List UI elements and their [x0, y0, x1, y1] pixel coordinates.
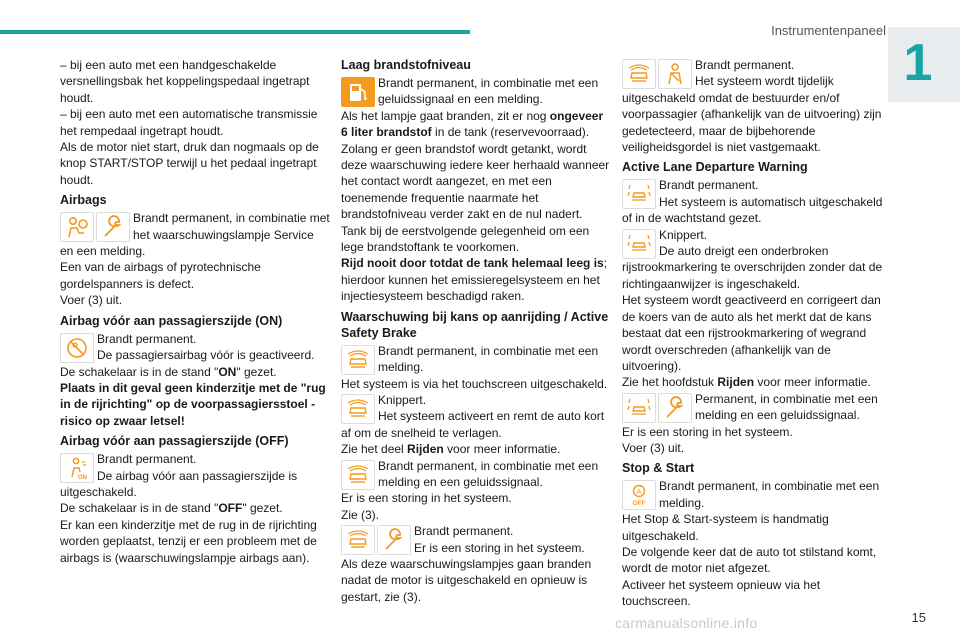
lane-entry-3 — [622, 391, 892, 424]
paragraph: Activeer het systeem opnieuw via het touchscreen. — [622, 577, 821, 609]
airbag-on-entry — [60, 331, 330, 364]
paragraph: – bij een auto met een automatische transmissie het rempedaal ingetrapt houdt. — [60, 107, 318, 138]
paragraph: Het systeem is via het touchscreen uitgeschakeld. — [341, 376, 608, 391]
column-middle — [341, 57, 611, 605]
airbags-entry — [60, 210, 330, 259]
paragraph: Een van de airbags of pyrotechnische gordelspanners is defect. — [60, 260, 261, 291]
entry-text: De auto dreigt een onderbroken rijstrookmarkering te overschrijden zonder dat de richtingaanwijzer is ingeschakeld. — [622, 244, 883, 291]
paragraph: Als het lampje gaat branden, zit er nog ongeveer 6 liter brandstof in de tank (reservevoorraad). — [341, 108, 604, 140]
heading-airbag-on: Airbag vóór aan passagierszijde (ON) — [60, 313, 283, 328]
section-title: Instrumentenpaneel — [771, 23, 886, 38]
page-number: 15 — [911, 610, 926, 625]
entry-text: Brandt permanent, in combinatie met een melding en een geluidssignaal. — [378, 458, 599, 489]
wrench-icon — [658, 393, 692, 423]
entry-text: De airbag vóór aan passagierszijde is uitgeschakeld. — [60, 468, 298, 499]
entry-text: Er is een storing in het systeem. — [414, 540, 585, 555]
heading-stop-start: Stop & Start — [622, 461, 695, 476]
paragraph: Rijd nooit door totdat de tank helemaal leeg is; hierdoor kunnen het emissieregelsysteem en het injectiesysteem beschadigd raken. — [341, 256, 608, 304]
collision-entry-2 — [341, 392, 611, 441]
entry-text: Brandt permanent. — [659, 178, 759, 193]
paragraph: Zie het deel Rijden voor meer informatie. — [341, 442, 561, 457]
paragraph: – bij een auto met een handgeschakelde versnellingsbak het koppelingspedaal ingetrapt houdt. — [60, 58, 310, 105]
entry-text: De passagiersairbag vóór is geactiveerd. — [97, 348, 315, 363]
paragraph: Het systeem wordt geactiveerd en corrigeert dan de koers van de auto als het merkt dat de kans bestaat dat een rijstrookmarkering of wegrand wordt overschreden (afhankelijk van de uitvoering). — [622, 293, 881, 373]
lane-departure-icon — [622, 393, 656, 423]
watermark: carmanualsonline.info — [615, 615, 758, 631]
fuel-entry — [341, 75, 611, 108]
lane-entry-1 — [622, 177, 892, 226]
entry-text: Knippert. — [659, 227, 708, 242]
entry-text: Brandt permanent. — [695, 58, 795, 72]
paragraph: De schakelaar is in de stand "ON" gezet. — [60, 364, 277, 379]
airbag-off-icon — [60, 453, 94, 483]
collision-warning-icon — [622, 59, 656, 89]
collision-warning-icon — [341, 394, 375, 424]
paragraph: Voer (3) uit. — [60, 293, 123, 308]
svg-text:A: A — [636, 487, 642, 497]
paragraph: Voer (3) uit. — [622, 440, 685, 455]
paragraph: Er is een storing in het systeem. — [341, 491, 512, 506]
collision-entry-3 — [341, 458, 611, 491]
entry-text: Knippert. — [378, 392, 427, 407]
entry-text: Het systeem activeert en remt de auto kort af om de snelheid te verlagen. — [341, 409, 605, 440]
entry-text: Brandt permanent. — [97, 452, 197, 467]
heading-lane: Active Lane Departure Warning — [622, 160, 808, 175]
collision-entry-4 — [341, 523, 611, 556]
entry-text: Brandt permanent, in combinatie met een melding. — [659, 479, 880, 510]
stop-start-entry — [622, 478, 892, 511]
lane-departure-icon — [622, 229, 656, 259]
paragraph: Zie het hoofdstuk Rijden voor meer informatie. — [622, 375, 871, 390]
paragraph: De volgende keer dat de auto tot stilstand komt, wordt de motor niet afgezet. — [622, 544, 877, 576]
fuel-pump-icon — [341, 77, 375, 107]
chapter-tab — [888, 27, 960, 102]
stop-start-off-icon — [622, 480, 656, 510]
svg-text:OFF: OFF — [632, 500, 646, 508]
wrench-icon — [377, 525, 411, 555]
paragraph: Er kan een kinderzitje met de rug in de rijrichting worden geplaatst, tenzij er een probleem met de airbags is (waarschuwingslampje airbags aan). — [60, 517, 317, 565]
entry-text: Het systeem wordt tijdelijk uitgeschakeld omdat de bestuurder en/of voorpassagier (afhankelijk van de uitvoering) zijn gedetecteerd, maar de bijbehorende veiligheidsgordel is niet vastgemaakt. — [622, 74, 882, 155]
paragraph: Als deze waarschuwingslampjes gaan branden nadat de motor is uitgeschakeld en opnieuw is gestart, zie (3). — [341, 556, 592, 604]
entry-text: Het systeem is automatisch uitgeschakeld of in de wachtstand gezet. — [622, 194, 883, 226]
heading-airbag-off: Airbag vóór aan passagierszijde (OFF) — [60, 434, 289, 449]
heading-airbags: Airbags — [60, 193, 107, 208]
seatbelt-entry — [622, 57, 892, 155]
entry-text: Brandt permanent, in combinatie met een melding. — [378, 343, 599, 375]
entry-text: Brandt permanent. — [97, 331, 197, 346]
lane-departure-icon — [622, 179, 656, 209]
paragraph: De schakelaar is in de stand "OFF" gezet. — [60, 501, 283, 516]
entry-text: Brandt permanent, in combinatie met het waarschuwingslampje Service en een melding. — [60, 211, 330, 259]
heading-collision: Waarschuwing bij kans op aanrijding / Active Safety Brake — [341, 309, 609, 340]
heading-fuel: Laag brandstofniveau — [341, 58, 471, 72]
column-right — [622, 57, 892, 610]
collision-warning-icon — [341, 460, 375, 490]
collision-warning-icon — [341, 345, 375, 375]
paragraph: Zolang er geen brandstof wordt getankt, wordt deze waarschuwing iedere keer herhaald wanneer het contact wordt aangezet, en met een toenemende frequentie naarmate het brandstofniveau verder zakt en de nul nadert. — [341, 141, 610, 222]
collision-warning-icon — [341, 525, 375, 555]
paragraph: Er is een storing in het systeem. — [622, 424, 793, 439]
header-accent-bar — [0, 30, 470, 34]
entry-text: Permanent, in combinatie met een melding en een geluidssignaal. — [695, 391, 878, 423]
airbag-on-icon — [60, 333, 94, 363]
paragraph: Als de motor niet start, druk dan nogmaals op de knop START/STOP terwijl u het pedaal ingetrapt houdt. — [60, 140, 319, 187]
paragraph: Het Stop & Start-systeem is handmatig uitgeschakeld. — [622, 512, 829, 543]
airbag-off-entry — [60, 451, 330, 500]
collision-entry-1 — [341, 343, 611, 376]
column-left — [60, 57, 330, 566]
paragraph: Zie (3). — [341, 507, 380, 522]
airbag-icon — [60, 212, 94, 242]
paragraph: Tank bij de eerstvolgende gelegenheid om een lege brandstoftank te voorkomen. — [341, 223, 590, 255]
seatbelt-icon — [658, 59, 692, 89]
lane-entry-2 — [622, 227, 892, 293]
warning-text: Plaats in dit geval geen kinderzitje met de "rug in de rijrichting" op de voorpassagiersstoel - risico op zwaar letsel! — [60, 380, 326, 428]
entry-text: Brandt permanent, in combinatie met een geluidssignaal en een melding. — [378, 76, 599, 107]
entry-text: Brandt permanent. — [414, 524, 514, 539]
wrench-icon — [96, 212, 130, 242]
chapter-number: 1 — [903, 34, 933, 92]
